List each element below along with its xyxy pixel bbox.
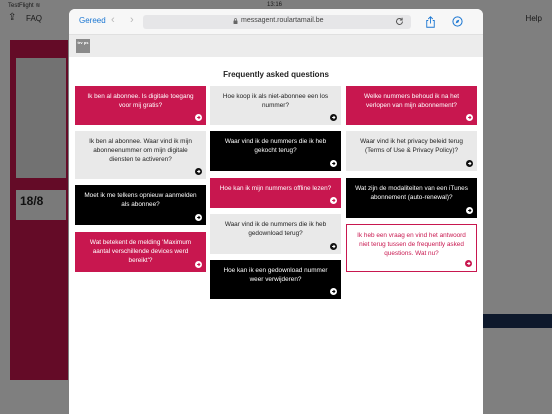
faq-card[interactable] [210,178,341,208]
arrow-right-icon [195,261,202,268]
faq-question: Hoe kan ik mijn nummers offline lezen? [219,185,332,192]
browser-toolbar [69,9,483,35]
arrow-right-icon [330,114,337,121]
faq-card[interactable] [346,178,477,218]
faq-question: Moet ik me telkens opnieuw aanmelden als abonnee? [84,192,197,208]
share-icon[interactable] [426,16,435,28]
faq-question: Wat betekent de melding 'Maximum aantal verschillende devices werd bereikt'? [89,239,192,264]
arrow-right-icon [330,160,337,167]
faq-title: Frequently asked questions [223,70,329,79]
arrow-right-icon [466,160,473,167]
faq-card[interactable] [75,232,206,272]
arrow-right-icon [466,207,473,214]
faq-card[interactable] [210,131,341,171]
arrow-right-icon [465,260,472,267]
faq-card[interactable] [346,224,477,272]
faq-card[interactable] [346,131,477,171]
faq-question: Ik ben al abonnee. Waar vind ik mijn abonneenummer om mijn digitale diensten te activeren? [89,138,192,163]
faq-question: Welke nummers behoud ik na het verlopen van mijn abonnement? [363,93,460,109]
done-button[interactable]: Gereed [79,16,106,25]
faq-card[interactable] [210,214,341,254]
back-icon[interactable]: ‹ [111,14,115,26]
arrow-right-icon [466,114,473,121]
arrow-right-icon [195,214,202,221]
reload-icon[interactable] [395,17,404,26]
arrow-right-icon [330,288,337,295]
faq-card[interactable] [210,86,341,125]
arrow-right-icon [330,197,337,204]
url-text: messagent.roulartamail.be [241,17,324,24]
url-bar[interactable] [143,15,411,29]
faq-question: Hoe kan ik een gedownload nummer weer verwijderen? [223,267,328,283]
faq-question: Waar vind ik de nummers die ik heb gedownload terug? [224,221,327,237]
arrow-right-icon [330,243,337,250]
brand-logo: trv ps [76,39,90,53]
compass-icon[interactable] [452,16,463,27]
faq-card[interactable] [346,86,477,125]
faq-card[interactable] [75,131,206,179]
faq-card[interactable] [210,260,341,299]
faq-card[interactable] [75,185,206,225]
arrow-right-icon [195,114,202,121]
faq-question: Waar vind ik de nummers die ik heb gekocht terug? [224,138,327,154]
faq-modal [69,9,483,414]
faq-question: Ik ben al abonnee. Is digitale toegang voor mij gratis? [87,93,194,109]
faq-question: Hoe koop ik als niet-abonnee een los nummer? [222,93,329,109]
faq-card[interactable] [75,86,206,125]
forward-icon[interactable]: › [130,14,134,26]
arrow-right-icon [195,168,202,175]
faq-question: Ik heb een vraag en vind het antwoord niet terug tussen de frequently asked questions. Wat nu? [357,232,466,257]
faq-question: Wat zijn de modaliteiten van een iTunes abonnement (auto-renewal)? [355,185,468,201]
brand-header [69,35,483,57]
faq-question: Waar vind ik het privacy beleid terug (Terms of Use & Privacy Policy)? [360,138,463,154]
lock-icon [233,18,238,24]
